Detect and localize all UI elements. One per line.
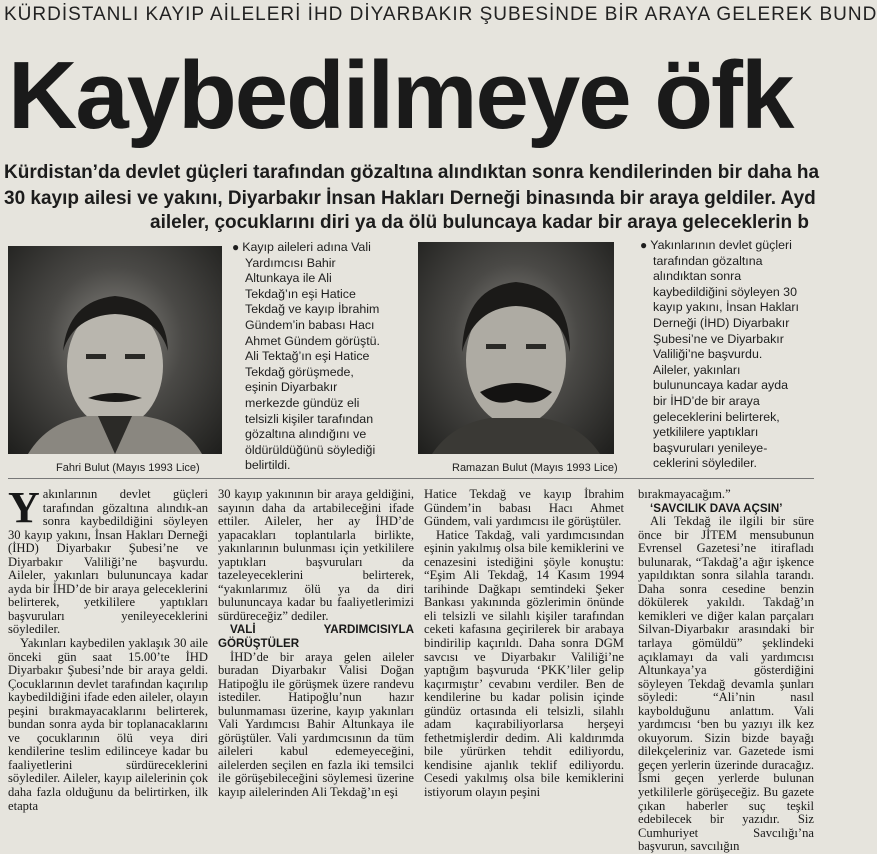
photo-ramazan-bulut <box>418 242 614 454</box>
article-column-1: Yakınlarının devlet güçleri tarafından gözaltına alındık-an sonra kaybedildiğini söyleyen 30 kayıp yakını, İnsan Hakları Derneği (İHD) Diyarbakır Şubesi’ne ve Diyarbakır Valiliği’ne başvurdu. Aileler, yakınları bulununcaya kadar ayda bir İHD’de bir araya geleceklerini belirterek, yetkililere yaptıkları başvuruları yenileyeceklerini söylediler. Yakınları kaybedilen yaklaşık 30 aile önceki gün saat 15.00’te İHD Diyarbakır Şubesi’nde bir araya geldi. Çocuklarının devlet tarafından kaçırılıp kaybedildiğini ifade eden aileler, olayın peşini bırakmayacaklarını belirterek, bundan sonra ayda bir toplanacaklarını ve çocuklarının ölü veya diri kendilerine teslim edilinceye kadar bu faaliyetlerini sürdüreceklerini söylediler. Aileler, kayıp ailelerinin çok daha fazla olduğunu da belirtirken, ilk etapta <box>8 483 208 813</box>
subhead-savcilik: ‘SAVCILIK DAVA AÇSIN’ <box>650 501 783 515</box>
side-caption-2: ● Yakınlarının devlet güçleri tarafından gözaltına alındıktan sonra kaybedildiğini söyleyen 30 kayıp yakını, İnsan Hakları Derneği (İHD) Diyarbakır Şubesi’ne ve Diyarbakır Valiliği’ne başvurdu. Aileler, yakınları bulununcaya kadar ayda bir İHD’de bir araya geleceklerini belirterek, yetkililere yaptıkları başvuruları yenileye- ceklerini söylediler. <box>640 238 800 471</box>
drop-cap: Y <box>8 483 40 532</box>
side-caption-1: ● Kayıp aileleri adına Vali Yardımcısı Bahir Altunkaya ile Ali Tekdağ’ın eşi Hatice Tekdağ ve kayıp İbrahim Gündem’in babası Hacı Ahmet Gündem görüştü. Ali Tektağ’ın eşi Hatice Tekdağ görüşmede, eşinin Diyarbakır merkezde gündüz eli telsizli kişiler tarafından gözaltına alındığını ve öldürüldüğünü söylediği belirtildi. <box>232 240 380 473</box>
photo-caption-1: Fahri Bulut (Mayıs 1993 Lice) <box>56 462 200 474</box>
deck-line-2: 30 kayıp ailesi ve yakını, Diyarbakır İnsan Hakları Derneği binasında bir araya geldiler. Ayd <box>4 188 816 209</box>
deck-line-3: aileler, çocuklarını diri ya da ölü buluncaya kadar bir araya geleceklerin b <box>150 212 809 233</box>
subhead-vali: VALİ YARDIMCISIYLA GÖRÜŞTÜLER <box>218 623 414 651</box>
kicker: KÜRDİSTANLI KAYIP AİLELERİ İHD DİYARBAKIR ŞUBESİNDE BİR ARAYA GELEREK BUND <box>4 4 877 25</box>
portrait-2 <box>418 242 614 454</box>
portrait-1 <box>8 246 222 454</box>
photo-fahri-bulut <box>8 246 222 454</box>
article-column-3: Hatice Tekdağ ve kayıp İbrahim Gündem’in babası Hacı Ahmet Gündem, vali yardımcısı ile görüştüler. Hatice Takdağ, vali yardımcısından eşinin yakılmış olsa bile kemiklerini ve cenazesini istediğini şöyle konuştu: “Eşim Ali Tekdağ, 14 Kasım 1994 tarihinde Dağkapı semtindeki Şeker Bankası yakınında gözlerimin önünde eli telsizli ve silahlı kişiler tarafından ceketi kafasına geçirilerek bir arabaya bindirilip kaçırıldı. Daha sonra DGM savcısı ve Diyarbakır Valiliği’ne yaptığım başvuruda ‘PKK’liler gelip kaçırmıştır’ cevabını verdiler. Ben de kendilerine bu kadar polisin içinde gündüz ortasında eli telsizli, silahlı adam kaçırabiliyorlarsa herşeyi fethetmişlerdir dedim. Ali kaldırımda bile yürürken tehdit ediliyordu, kendisine ajanlık teklif ediliyordu. Cesedi yakılmış olsa bile kemiklerini istiyorum olayın peşini <box>424 487 624 800</box>
article-column-4: bırakmayacağım.” ‘SAVCILIK DAVA AÇSIN’ Ali Tekdağ ile ilgili bir süre önce bir JİTEM mensubunun Evrensel Gazetesi’ne itirafladı bulunarak, “Takdağ’a ağır işkence yapıldıktan sonra silahla tarandı. Daha sonra cesedine benzin dökülerek yakıldı. Takdağ’ın kemikleri ve diğer kalan parçaları Silvan-Diyarbakır arasındaki bir tarlaya gömüldü” şeklindeki açıklamayı da vali yardımcısı Altunkaya’ya gösterdiğini söyleyen Tekdağ devamla şunları söyledi: “Ali’nin nasıl kaybolduğunu anlattım. Vali yardımcısı ‘ben bu yazıyı ilk kez okuyorum. Sizin bizde bayağı dilekçeleriniz var. Gazetede ismi geçen yerlerin üzerinde duracağız. İsmi geçen yerlerde bulunan yetkililerle görüşeceğiz. Bu gazete çıkan haberler suç teşkil edebilecek bir yazıdır. Siz Cumhuriyet Savcılığı’na başvurun, savcılığın <box>638 487 814 854</box>
article-column-2: 30 kayıp yakınının bir araya geldiğini, sayının daha da artabileceğini ifade ettiler. Aileler, her ay İHD’de yapacakları toplantılarla birlikte, yakınlarının bulunması için yetkililere yaptıkları başvuruları da tazeleyeceklerini belirterek, “yakınlarımız ölü ya da diri bulununcaya kadar bu faaliyetlerimizi sürdüreceğiz” dediler. VALİ YARDIMCISIYLA GÖRÜŞTÜLER İHD’de bir araya gelen aileler buradan Diyarbakır Valisi Doğan Hatipoğlu ile görüşmek üzere randevu istediler. Hatipoğlu’nun hazır bulunmaması üzerine, kayıp yakınları Vali Yardımcısı Bahir Altunkaya ile görüştüler. Vali yardımcısının da tüm aileleri kabul edemeyeceğini, ailelerden seçilen en fazla iki temsilci ile görüşebileceğini söylemesi üzerine kayıp ailelerinden Ali Tekdağ’ın eşi <box>218 487 414 800</box>
bullet-icon: ● <box>640 238 648 252</box>
divider-rule <box>8 478 814 479</box>
deck-line-1: Kürdistan’da devlet güçleri tarafından gözaltına alındıktan sonra kendilerinden bir daha ha <box>4 162 820 183</box>
photo-caption-2: Ramazan Bulut (Mayıs 1993 Lice) <box>452 462 618 474</box>
bullet-icon: ● <box>232 240 240 254</box>
headline: Kaybedilmeye öfk <box>8 42 793 149</box>
